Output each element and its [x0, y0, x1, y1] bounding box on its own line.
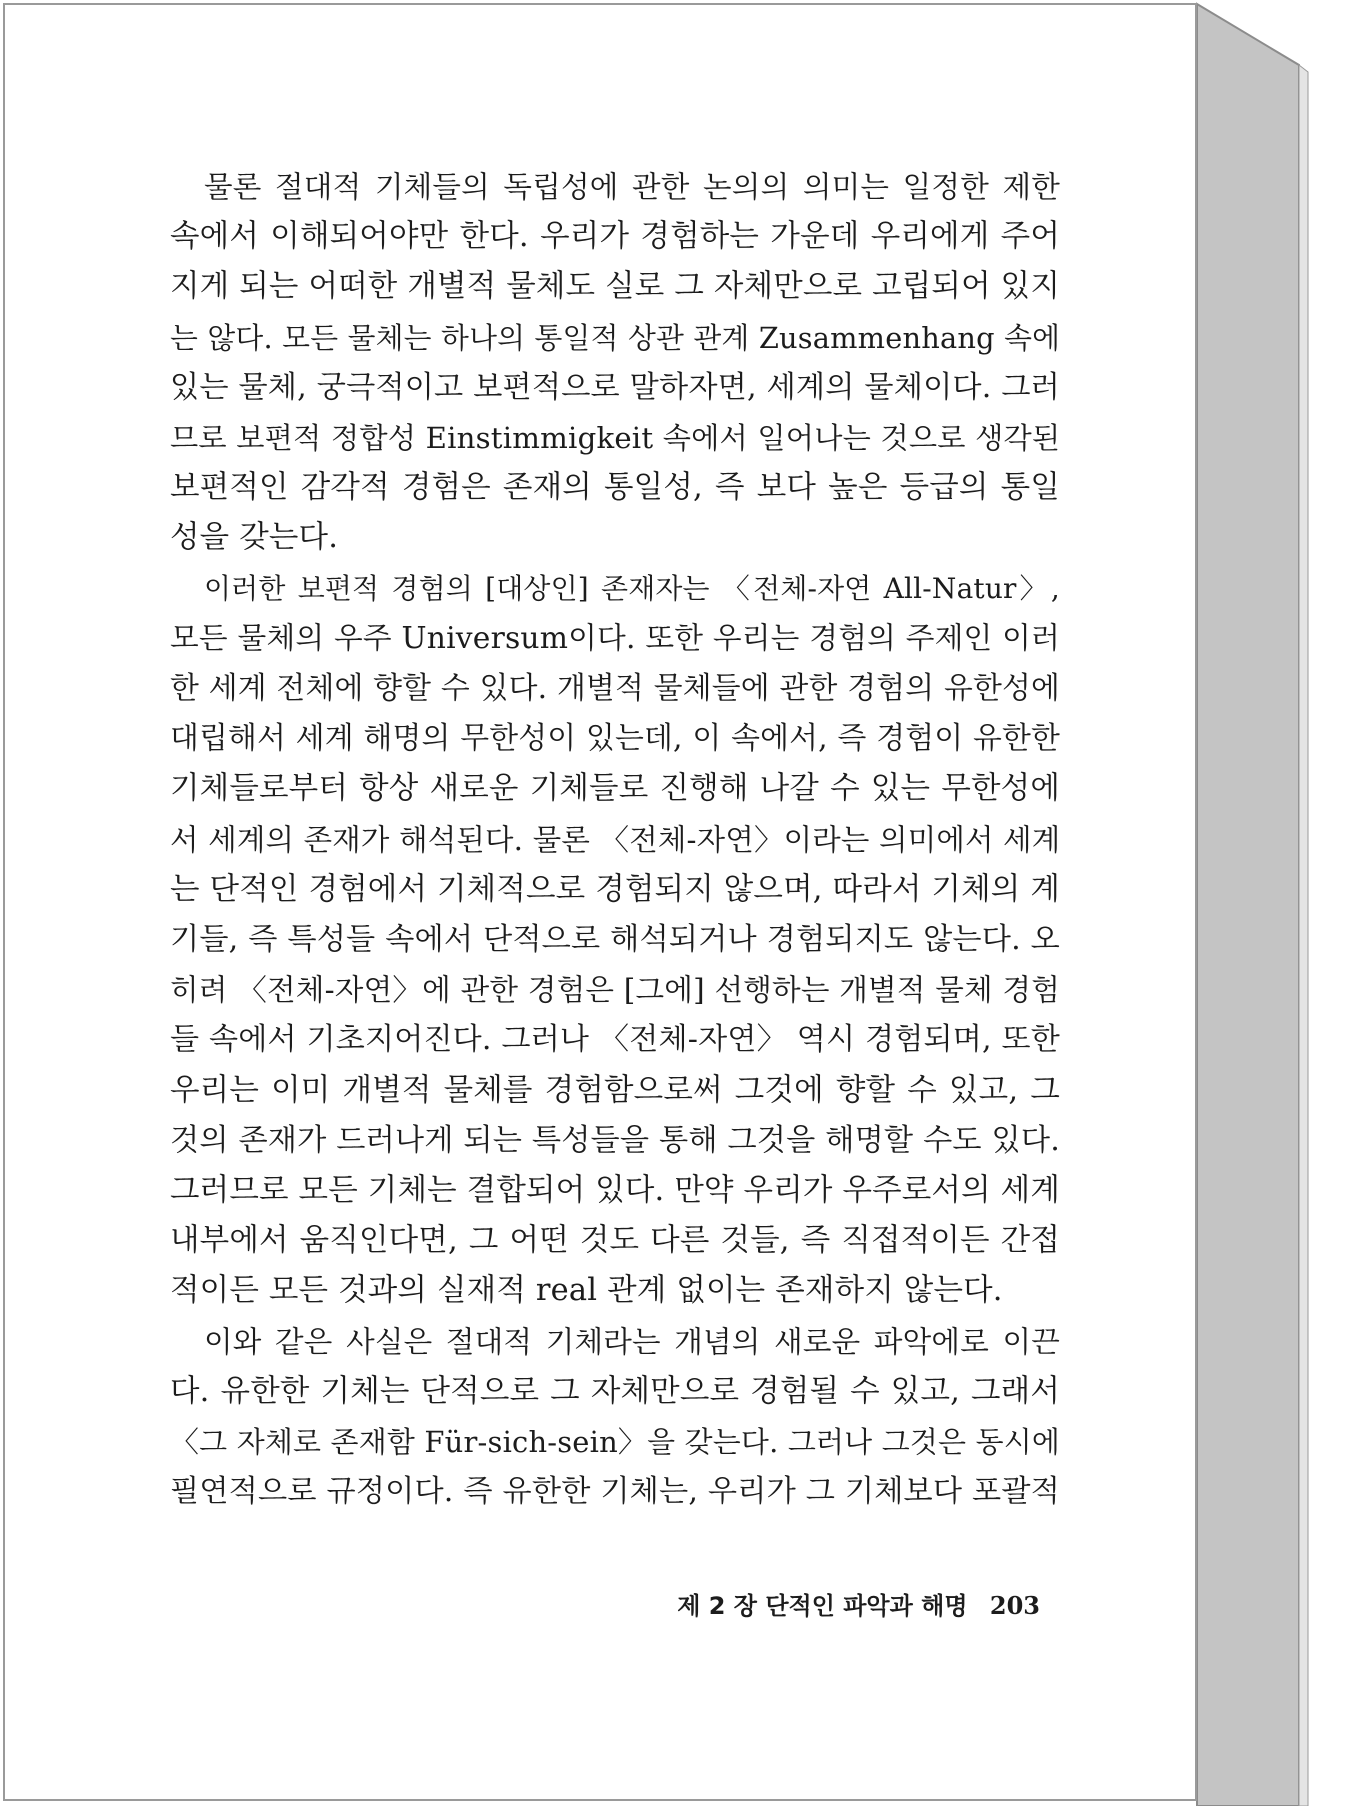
- text-line: 적이든 모든 것과의 실재적 real 관계 없이는 존재하지 않는다.: [170, 1273, 1003, 1309]
- text-line: 들 속에서 기초지어진다. 그러나 〈전체-자연〉 역시 경험되며, 또한: [170, 1022, 1060, 1058]
- text-line: 대립해서 세계 해명의 무한성이 있는데, 이 속에서, 즉 경험이 유한한: [170, 721, 1060, 757]
- text-line: 므로 보편적 정합성 Einstimmigkeit 속에서 일어나는 것으로 생각된: [170, 421, 1061, 456]
- text-line: 지게 되는 어떠한 개별적 물체도 실로 그 자체만으로 고립되어 있지: [170, 269, 1060, 305]
- text-line: 다. 유한한 기체는 단적으로 그 자체만으로 경험될 수 있고, 그래서: [170, 1373, 1060, 1409]
- text-line: 그러므로 모든 기체는 결합되어 있다. 만약 우리가 우주로서의 세계: [170, 1173, 1060, 1209]
- text-line: 서 세계의 존재가 해석된다. 물론 〈전체-자연〉이라는 의미에서 세계: [170, 822, 1061, 857]
- text-line: 기체들로부터 항상 새로운 기체들로 진행해 나갈 수 있는 무한성에: [170, 771, 1060, 807]
- body-text: [170, 162, 1060, 1517]
- text-line: 물론 절대적 기체들의 독립성에 관한 논의의 의미는 일정한 제한: [204, 170, 1060, 204]
- text-line: 우리는 이미 개별적 물체를 경험함으로써 그것에 향할 수 있고, 그: [170, 1072, 1060, 1108]
- paragraph-3: [170, 1317, 1060, 1518]
- text-line: 내부에서 움직인다면, 그 어떤 것도 다른 것들, 즉 직접적이든 간접: [170, 1223, 1060, 1259]
- paragraph-2: [170, 564, 1060, 1317]
- text-line: 히려 〈전체-자연〉에 관한 경험은 [그에] 선행하는 개별적 물체 경험: [170, 973, 1060, 1008]
- text-line: 것의 존재가 드러나게 되는 특성들을 통해 그것을 해명할 수도 있다.: [170, 1122, 1060, 1158]
- text-line: 보편적인 감각적 경험은 존재의 통일성, 즉 보다 높은 등급의 통일: [170, 470, 1060, 506]
- text-line: 는 않다. 모든 물체는 하나의 통일적 상관 관계 Zusammenhang 속에: [170, 320, 1061, 355]
- text-line: 필연적으로 규정이다. 즉 유한한 기체는, 우리가 그 기체보다 포괄적: [170, 1474, 1060, 1510]
- text-line: 속에서 이해되어야만 한다. 우리가 경험하는 가운데 우리에게 주어: [170, 219, 1060, 255]
- text-line: 〈그 자체로 존재함 Für-sich-sein〉을 갖는다. 그러나 그것은 동시에: [170, 1425, 1061, 1460]
- text-line: 성을 갖는다.: [170, 520, 339, 556]
- page-footer: [670, 1586, 1040, 1621]
- text-line: 이와 같은 사실은 절대적 기체라는 개념의 새로운 파악에로 이끈: [204, 1324, 1060, 1359]
- text-line: 모든 물체의 우주 Universum이다. 또한 우리는 경험의 주제인 이러: [170, 620, 1060, 656]
- text-line: 한 세계 전체에 향할 수 있다. 개별적 물체들에 관한 경험의 유한성에: [170, 671, 1060, 707]
- running-header-chapter: 제 2 장 단적인 파악과 해명: [677, 1592, 968, 1620]
- page-number: 203: [989, 1591, 1040, 1620]
- text-line: 기들, 즉 특성들 속에서 단적으로 해석되거나 경험되지도 않는다. 오: [170, 922, 1060, 958]
- text-line: 는 단적인 경험에서 기체적으로 경험되지 않으며, 따라서 기체의 계: [170, 871, 1060, 907]
- text-line: 이러한 보편적 경험의 [대상인] 존재자는 〈전체-자연 All-Natur〉,: [204, 571, 1060, 605]
- paragraph-1: [170, 162, 1060, 564]
- text-line: 있는 물체, 궁극적이고 보편적으로 말하자면, 세계의 물체이다. 그러: [170, 369, 1060, 405]
